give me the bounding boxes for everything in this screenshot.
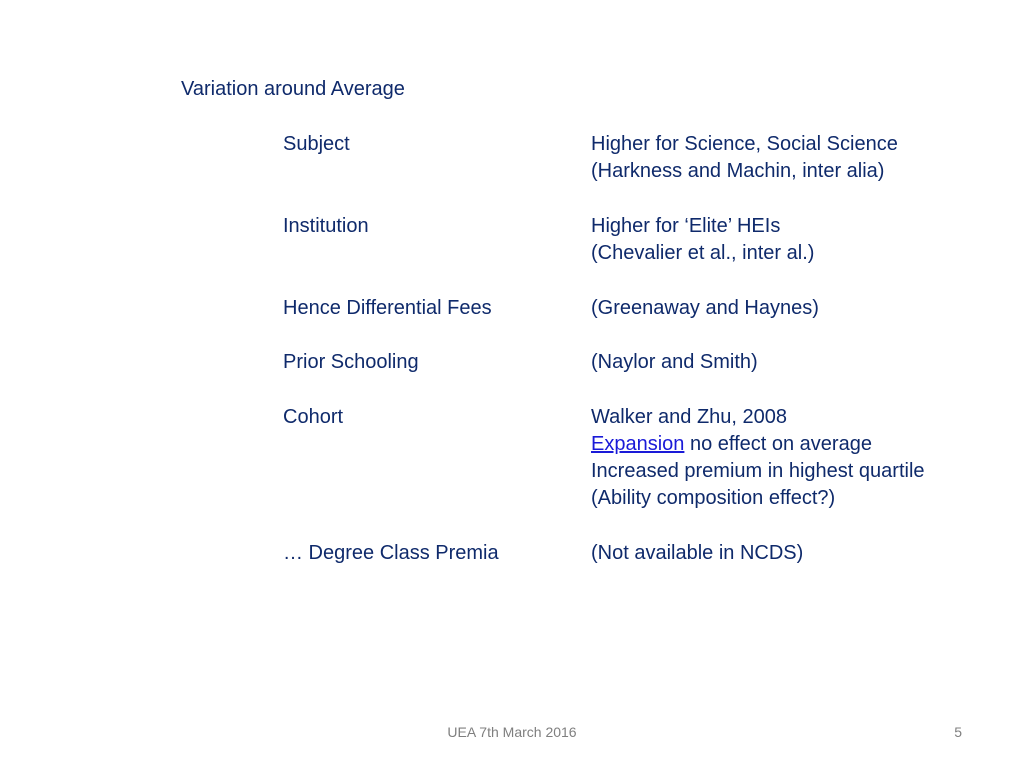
row-label-prior-schooling: Prior Schooling xyxy=(283,351,419,373)
footer-text: UEA 7th March 2016 xyxy=(447,724,577,740)
row-value-line: (Harkness and Machin, inter alia) xyxy=(591,160,885,182)
row-value-differential-fees xyxy=(591,295,819,322)
row-value-degree-class-premia xyxy=(591,540,803,567)
row-value-cohort xyxy=(591,404,925,512)
row-value-line: Increased premium in highest quartile xyxy=(591,460,925,482)
row-value-line: (Greenaway and Haynes) xyxy=(591,297,819,319)
row-label-cohort: Cohort xyxy=(283,406,344,428)
row-value-line: (Chevalier et al., inter al.) xyxy=(591,242,815,264)
row-value-text: no effect on average xyxy=(684,433,872,455)
row-value-line: Higher for Science, Social Science xyxy=(591,133,898,155)
expansion-link[interactable]: Expansion xyxy=(591,433,685,455)
row-value-line: (Naylor and Smith) xyxy=(591,351,758,373)
row-value-subject xyxy=(591,131,898,185)
row-value-line: (Ability composition effect?) xyxy=(591,487,836,509)
row-value-line: (Not available in NCDS) xyxy=(591,542,804,564)
row-label-degree-class-premia: … Degree Class Premia xyxy=(283,542,499,564)
row-value-prior-schooling xyxy=(591,349,758,376)
row-value-line: Higher for ‘Elite’ HEIs xyxy=(591,215,781,237)
row-value-line xyxy=(591,431,925,458)
slide-title: Variation around Average xyxy=(181,78,405,100)
row-label-institution: Institution xyxy=(283,215,369,237)
row-value-line: Walker and Zhu, 2008 xyxy=(591,406,788,428)
row-value-institution xyxy=(591,213,814,267)
page-number: 5 xyxy=(954,724,962,740)
row-label-differential-fees: Hence Differential Fees xyxy=(283,297,492,319)
row-label-subject: Subject xyxy=(283,133,350,155)
